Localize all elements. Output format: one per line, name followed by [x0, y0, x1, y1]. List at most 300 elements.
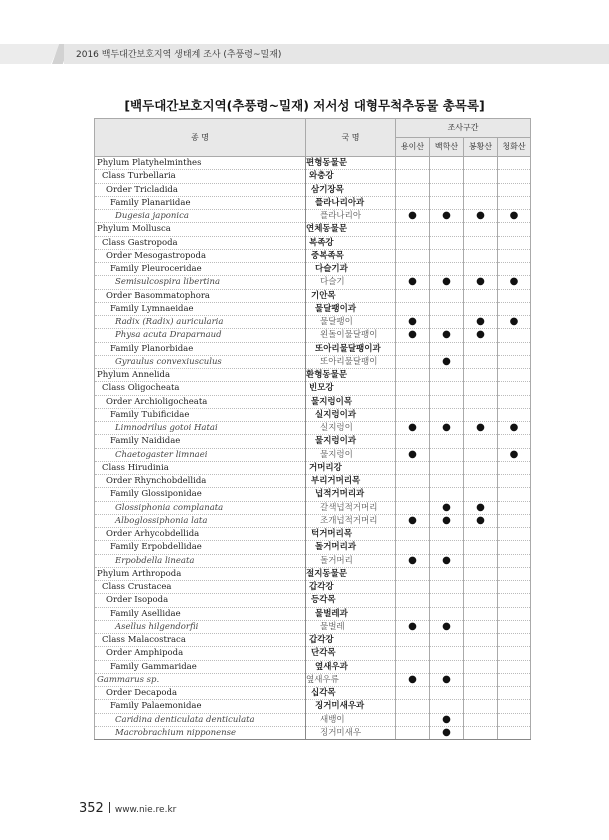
scientific-name: Alboglossiphonia lata — [95, 514, 306, 527]
table-row — [95, 713, 531, 726]
empty-cell — [396, 488, 430, 501]
table-row — [95, 607, 531, 620]
korean-name: 연체동물문 — [306, 223, 396, 236]
empty-cell — [430, 342, 464, 355]
empty-cell — [396, 183, 430, 196]
scientific-name: Order Tricladida — [95, 183, 306, 196]
korean-name: 거머리강 — [306, 461, 396, 474]
scientific-name: Order Rhynchobdellida — [95, 475, 306, 488]
empty-cell — [464, 687, 498, 700]
empty-cell — [464, 382, 498, 395]
empty-cell — [430, 183, 464, 196]
korean-name: 옆새우류 — [306, 673, 396, 686]
empty-cell — [430, 382, 464, 395]
korean-name: 물달팽이과 — [306, 302, 396, 315]
empty-cell — [498, 329, 531, 342]
presence-dot: ● — [430, 713, 464, 726]
korean-name: 다슬기 — [306, 276, 396, 289]
empty-cell — [430, 594, 464, 607]
empty-cell — [464, 183, 498, 196]
empty-cell — [498, 369, 531, 382]
scientific-name: Order Decapoda — [95, 687, 306, 700]
empty-cell — [396, 249, 430, 262]
table-title: [백두대간보호지역(추풍령~밀재) 저서성 대형무척추동물 총목록] — [124, 98, 485, 113]
empty-cell — [430, 157, 464, 170]
table-row — [95, 369, 531, 382]
empty-cell — [430, 196, 464, 209]
korean-name: 징거미새우과 — [306, 700, 396, 713]
scientific-name: Class Hirudinia — [95, 461, 306, 474]
table-row — [95, 223, 531, 236]
table-row — [95, 488, 531, 501]
empty-cell — [464, 673, 498, 686]
presence-dot: ● — [464, 501, 498, 514]
presence-dot: ● — [396, 276, 430, 289]
korean-name: 복족강 — [306, 236, 396, 249]
scientific-name: Class Turbellaria — [95, 170, 306, 183]
empty-cell — [396, 660, 430, 673]
presence-dot: ● — [430, 554, 464, 567]
table-row — [95, 554, 531, 567]
presence-dot: ● — [498, 448, 531, 461]
scientific-name: Phylum Platyhelminthes — [95, 157, 306, 170]
scientific-name: Glossiphonia complanata — [95, 501, 306, 514]
empty-cell — [396, 700, 430, 713]
footer-divider — [109, 802, 110, 813]
korean-name: 등각목 — [306, 594, 396, 607]
table-row — [95, 183, 531, 196]
empty-cell — [464, 528, 498, 541]
empty-cell — [396, 713, 430, 726]
presence-dot: ● — [430, 355, 464, 368]
table-row — [95, 342, 531, 355]
empty-cell — [498, 236, 531, 249]
table-row — [95, 422, 531, 435]
scientific-name: Semisulcospira libertina — [95, 276, 306, 289]
korean-name: 또아리물달팽이 — [306, 355, 396, 368]
empty-cell — [498, 660, 531, 673]
scientific-name: Family Naididae — [95, 435, 306, 448]
empty-cell — [464, 541, 498, 554]
scientific-name: Order Arhycobdellida — [95, 528, 306, 541]
korean-name: 다슬기과 — [306, 263, 396, 276]
empty-cell — [498, 607, 531, 620]
table-row — [95, 276, 531, 289]
empty-cell — [498, 183, 531, 196]
scientific-name: Class Crustacea — [95, 581, 306, 594]
empty-cell — [430, 369, 464, 382]
empty-cell — [430, 541, 464, 554]
empty-cell — [464, 700, 498, 713]
korean-name: 편형동물문 — [306, 157, 396, 170]
presence-dot: ● — [498, 422, 531, 435]
table-row — [95, 541, 531, 554]
table-row — [95, 157, 531, 170]
empty-cell — [464, 289, 498, 302]
empty-cell — [430, 236, 464, 249]
empty-cell — [396, 342, 430, 355]
empty-cell — [464, 607, 498, 620]
page-footer — [79, 797, 176, 816]
empty-cell — [464, 634, 498, 647]
presence-dot: ● — [498, 316, 531, 329]
scientific-name: Family Erpobdellidae — [95, 541, 306, 554]
presence-dot: ● — [430, 673, 464, 686]
empty-cell — [430, 316, 464, 329]
empty-cell — [498, 700, 531, 713]
empty-cell — [464, 461, 498, 474]
scientific-name: Family Planorbidae — [95, 342, 306, 355]
empty-cell — [464, 488, 498, 501]
korean-name: 와충강 — [306, 170, 396, 183]
scientific-name: Family Palaemonidae — [95, 700, 306, 713]
empty-cell — [464, 713, 498, 726]
empty-cell — [498, 647, 531, 660]
korean-name: 실지렁이과 — [306, 408, 396, 421]
empty-cell — [396, 263, 430, 276]
empty-cell — [464, 408, 498, 421]
page-number: 352 — [79, 801, 104, 816]
empty-cell — [498, 263, 531, 276]
empty-cell — [430, 170, 464, 183]
empty-cell — [396, 157, 430, 170]
korean-name: 물벌레 — [306, 620, 396, 633]
korean-name: 넙적거머리과 — [306, 488, 396, 501]
header-tab-shape — [0, 44, 60, 64]
empty-cell — [464, 594, 498, 607]
table-row — [95, 448, 531, 461]
korean-name: 돌거머리 — [306, 554, 396, 567]
empty-cell — [430, 249, 464, 262]
korean-name: 기안목 — [306, 289, 396, 302]
empty-cell — [498, 673, 531, 686]
empty-cell — [498, 726, 531, 739]
empty-cell — [498, 408, 531, 421]
table-row — [95, 594, 531, 607]
korean-name: 실지렁이 — [306, 422, 396, 435]
empty-cell — [430, 461, 464, 474]
scientific-name: Family Pleuroceridae — [95, 263, 306, 276]
scientific-name: Phylum Arthropoda — [95, 567, 306, 580]
column-header-korean: 국 명 — [306, 119, 396, 157]
empty-cell — [464, 660, 498, 673]
empty-cell — [498, 196, 531, 209]
empty-cell — [498, 501, 531, 514]
table-row — [95, 700, 531, 713]
empty-cell — [464, 475, 498, 488]
empty-cell — [498, 541, 531, 554]
empty-cell — [396, 302, 430, 315]
empty-cell — [498, 395, 531, 408]
scientific-name: Class Oligocheata — [95, 382, 306, 395]
presence-dot: ● — [464, 276, 498, 289]
empty-cell — [498, 620, 531, 633]
presence-dot: ● — [396, 210, 430, 223]
empty-cell — [464, 342, 498, 355]
scientific-name: Class Gastropoda — [95, 236, 306, 249]
scientific-name: Gammarus sp. — [95, 673, 306, 686]
table-row — [95, 329, 531, 342]
table-row — [95, 316, 531, 329]
empty-cell — [396, 435, 430, 448]
scientific-name: Order Basommatophora — [95, 289, 306, 302]
table-row — [95, 302, 531, 315]
table-row — [95, 461, 531, 474]
table-row — [95, 647, 531, 660]
empty-cell — [498, 594, 531, 607]
presence-dot: ● — [430, 514, 464, 527]
empty-cell — [498, 581, 531, 594]
table-row — [95, 170, 531, 183]
presence-dot: ● — [430, 329, 464, 342]
empty-cell — [464, 249, 498, 262]
korean-name: 왼돌이물달팽이 — [306, 329, 396, 342]
table-row — [95, 726, 531, 739]
korean-name: 새뱅이 — [306, 713, 396, 726]
scientific-name: Physa acuta Draparnaud — [95, 329, 306, 342]
empty-cell — [430, 289, 464, 302]
column-header-section: 용이산 — [396, 138, 430, 157]
presence-dot: ● — [396, 316, 430, 329]
empty-cell — [464, 554, 498, 567]
empty-cell — [464, 223, 498, 236]
korean-name: 갑각강 — [306, 634, 396, 647]
korean-name: 플라나리아 — [306, 210, 396, 223]
empty-cell — [498, 488, 531, 501]
presence-dot: ● — [396, 329, 430, 342]
column-header-section: 백학산 — [430, 138, 464, 157]
scientific-name: Erpobdella lineata — [95, 554, 306, 567]
table-row — [95, 501, 531, 514]
empty-cell — [498, 249, 531, 262]
empty-cell — [430, 448, 464, 461]
empty-cell — [430, 263, 464, 276]
empty-cell — [498, 382, 531, 395]
empty-cell — [430, 647, 464, 660]
empty-cell — [396, 369, 430, 382]
korean-name: 징거미새우 — [306, 726, 396, 739]
empty-cell — [396, 408, 430, 421]
korean-name: 물지렁이 — [306, 448, 396, 461]
scientific-name: Class Malacostraca — [95, 634, 306, 647]
table-row — [95, 435, 531, 448]
empty-cell — [430, 581, 464, 594]
empty-cell — [430, 302, 464, 315]
column-header-species: 종 명 — [95, 119, 306, 157]
empty-cell — [430, 475, 464, 488]
table-row — [95, 355, 531, 368]
empty-cell — [430, 223, 464, 236]
empty-cell — [464, 647, 498, 660]
empty-cell — [498, 302, 531, 315]
empty-cell — [396, 726, 430, 739]
empty-cell — [498, 435, 531, 448]
table-row — [95, 236, 531, 249]
empty-cell — [430, 607, 464, 620]
empty-cell — [396, 355, 430, 368]
scientific-name: Phylum Mollusca — [95, 223, 306, 236]
korean-name: 플라나리아과 — [306, 196, 396, 209]
scientific-name: Order Amphipoda — [95, 647, 306, 660]
presence-dot: ● — [464, 329, 498, 342]
presence-dot: ● — [430, 422, 464, 435]
empty-cell — [396, 647, 430, 660]
empty-cell — [464, 263, 498, 276]
korean-name: 절지동물문 — [306, 567, 396, 580]
scientific-name: Family Planariidae — [95, 196, 306, 209]
empty-cell — [430, 528, 464, 541]
empty-cell — [430, 408, 464, 421]
empty-cell — [464, 302, 498, 315]
korean-name: 중복족목 — [306, 249, 396, 262]
footer-url: www.nie.re.kr — [114, 805, 177, 815]
korean-name: 돌거머리과 — [306, 541, 396, 554]
empty-cell — [430, 567, 464, 580]
empty-cell — [430, 660, 464, 673]
scientific-name: Chaetogaster limnaei — [95, 448, 306, 461]
presence-dot: ● — [430, 276, 464, 289]
empty-cell — [498, 461, 531, 474]
table-row — [95, 475, 531, 488]
empty-cell — [396, 634, 430, 647]
scientific-name: Family Lymnaeidae — [95, 302, 306, 315]
table-row — [95, 660, 531, 673]
korean-name: 턱거머리목 — [306, 528, 396, 541]
empty-cell — [464, 170, 498, 183]
korean-name: 갑각강 — [306, 581, 396, 594]
empty-cell — [464, 567, 498, 580]
empty-cell — [396, 395, 430, 408]
empty-cell — [498, 514, 531, 527]
empty-cell — [498, 528, 531, 541]
empty-cell — [464, 620, 498, 633]
empty-cell — [396, 196, 430, 209]
presence-dot: ● — [464, 422, 498, 435]
table-row — [95, 196, 531, 209]
scientific-name: Family Gammaridae — [95, 660, 306, 673]
korean-name: 환형동물문 — [306, 369, 396, 382]
table-row — [95, 263, 531, 276]
empty-cell — [430, 435, 464, 448]
table-row — [95, 528, 531, 541]
korean-name: 조개넙적거머리 — [306, 514, 396, 527]
empty-cell — [498, 713, 531, 726]
korean-name: 십각목 — [306, 687, 396, 700]
presence-dot: ● — [396, 422, 430, 435]
empty-cell — [464, 726, 498, 739]
korean-name: 빈모강 — [306, 382, 396, 395]
empty-cell — [498, 687, 531, 700]
empty-cell — [396, 382, 430, 395]
scientific-name: Macrobrachium nipponense — [95, 726, 306, 739]
table-row — [95, 567, 531, 580]
korean-name: 또아리물달팽이과 — [306, 342, 396, 355]
column-header-survey: 조사구간 — [396, 119, 531, 138]
table-body — [95, 157, 531, 740]
presence-dot: ● — [396, 673, 430, 686]
table-row — [95, 249, 531, 262]
presence-dot: ● — [430, 726, 464, 739]
empty-cell — [464, 435, 498, 448]
korean-name: 단각목 — [306, 647, 396, 660]
running-title: 2016 백두대간보호지역 생태계 조사 (추풍령~밀재) — [76, 50, 282, 60]
empty-cell — [498, 355, 531, 368]
empty-cell — [464, 157, 498, 170]
empty-cell — [396, 528, 430, 541]
empty-cell — [396, 567, 430, 580]
scientific-name: Asellus hilgendorfii — [95, 620, 306, 633]
scientific-name: Limnodrilus gotoi Hatai — [95, 422, 306, 435]
empty-cell — [396, 541, 430, 554]
empty-cell — [464, 236, 498, 249]
korean-name: 옆새우과 — [306, 660, 396, 673]
empty-cell — [430, 395, 464, 408]
presence-dot: ● — [396, 554, 430, 567]
empty-cell — [464, 448, 498, 461]
empty-cell — [430, 634, 464, 647]
korean-name: 물달팽이 — [306, 316, 396, 329]
empty-cell — [498, 170, 531, 183]
empty-cell — [464, 395, 498, 408]
presence-dot: ● — [396, 620, 430, 633]
presence-dot: ● — [464, 316, 498, 329]
empty-cell — [464, 369, 498, 382]
korean-name: 삼기장목 — [306, 183, 396, 196]
empty-cell — [430, 488, 464, 501]
table-row — [95, 673, 531, 686]
scientific-name: Order Mesogastropoda — [95, 249, 306, 262]
scientific-name: Radix (Radix) auricularia — [95, 316, 306, 329]
korean-name: 물벌레과 — [306, 607, 396, 620]
empty-cell — [396, 236, 430, 249]
column-header-section: 청화산 — [498, 138, 531, 157]
table-row — [95, 687, 531, 700]
presence-dot: ● — [498, 210, 531, 223]
empty-cell — [396, 594, 430, 607]
empty-cell — [498, 554, 531, 567]
empty-cell — [498, 342, 531, 355]
korean-name: 물지렁이목 — [306, 395, 396, 408]
table-row — [95, 620, 531, 633]
scientific-name: Dugesia japonica — [95, 210, 306, 223]
column-header-section: 봉황산 — [464, 138, 498, 157]
table-row — [95, 514, 531, 527]
empty-cell — [498, 223, 531, 236]
empty-cell — [396, 687, 430, 700]
presence-dot: ● — [464, 210, 498, 223]
empty-cell — [498, 634, 531, 647]
korean-name: 갈색넙적거머리 — [306, 501, 396, 514]
empty-cell — [430, 687, 464, 700]
empty-cell — [396, 223, 430, 236]
empty-cell — [464, 196, 498, 209]
presence-dot: ● — [498, 276, 531, 289]
table-row — [95, 382, 531, 395]
scientific-name: Caridina denticulata denticulata — [95, 713, 306, 726]
empty-cell — [464, 355, 498, 368]
species-table — [94, 118, 531, 740]
empty-cell — [396, 289, 430, 302]
scientific-name: Order Archioligocheata — [95, 395, 306, 408]
empty-cell — [396, 461, 430, 474]
scientific-name: Family Glossiponidae — [95, 488, 306, 501]
empty-cell — [498, 289, 531, 302]
korean-name: 물지렁이과 — [306, 435, 396, 448]
empty-cell — [396, 581, 430, 594]
empty-cell — [396, 475, 430, 488]
scientific-name: Gyraulus convexiusculus — [95, 355, 306, 368]
table-row — [95, 408, 531, 421]
